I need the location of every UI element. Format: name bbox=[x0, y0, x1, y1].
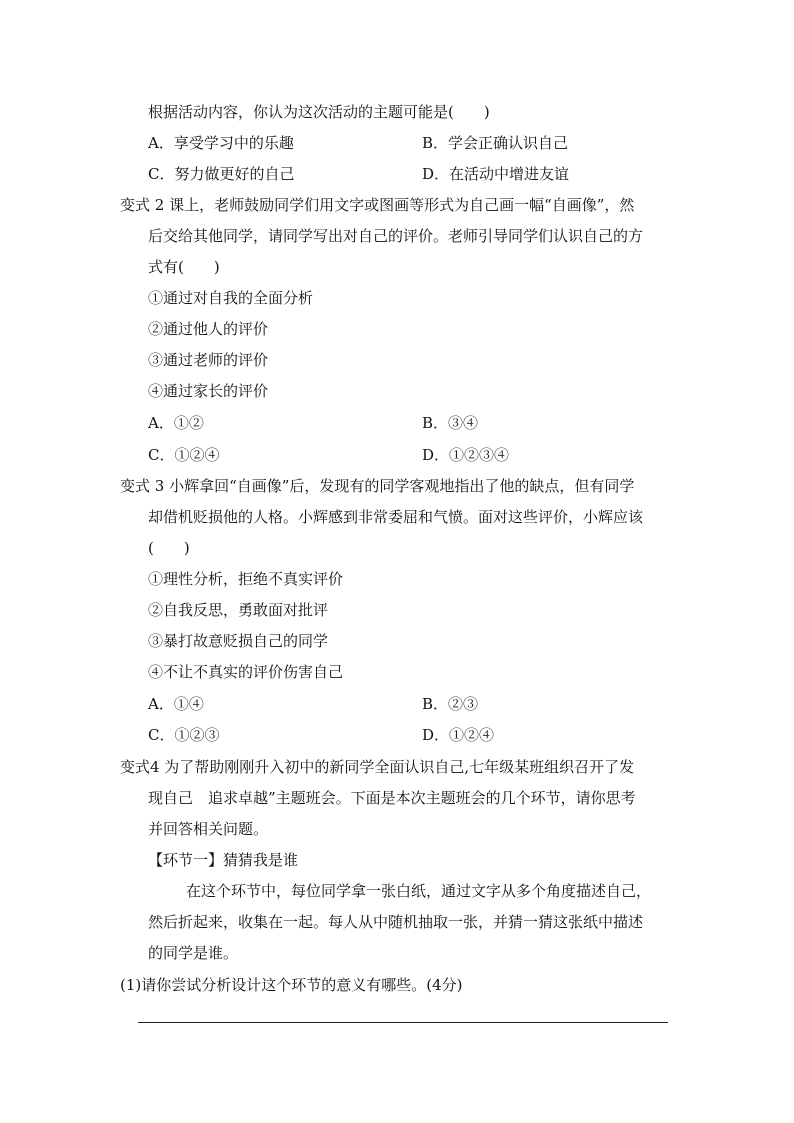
q1-option-b: B．学会正确认识自己 bbox=[422, 134, 569, 152]
q4-sub-question: (1)请你尝试分析设计这个环节的意义有哪些。(4分) bbox=[120, 976, 463, 994]
q2-option-b: B．③④ bbox=[422, 414, 479, 432]
q3-option-a: A．①④ bbox=[148, 695, 204, 713]
q1-stem: 根据活动内容，你认为这次活动的主题可能是( ) bbox=[148, 103, 490, 121]
q1-option-d: D．在活动中增进友谊 bbox=[422, 165, 570, 183]
q2-option-d: D．①②③④ bbox=[422, 446, 510, 464]
q2-stem-line-2: 后交给其他同学，请同学写出对自己的评价。老师引导同学们认识自己的方 bbox=[148, 227, 644, 245]
q3-item-4: ④不让不真实的评价伤害自己 bbox=[148, 663, 344, 681]
q4-stem-line-2: 现自己 追求卓越”主题班会。下面是本次主题班会的几个环节，请你思考 bbox=[148, 789, 636, 807]
q2-item-2: ②通过他人的评价 bbox=[148, 320, 269, 338]
q3-stem-line-3: ( ) bbox=[148, 539, 190, 557]
q3-option-d: D．①②④ bbox=[422, 726, 495, 744]
q2-option-c: C．①②④ bbox=[148, 446, 220, 464]
q4-para-line-1: 在这个环节中，每位同学拿一张白纸，通过文字从多个角度描述自己， bbox=[186, 882, 652, 900]
answer-line bbox=[138, 1022, 668, 1023]
q1-option-c: C．努力做更好的自己 bbox=[148, 165, 295, 183]
q3-item-3: ③暴打故意贬损自己的同学 bbox=[148, 632, 329, 650]
q4-stem-line-1: 变式4 为了帮助刚刚升入初中的新同学全面认识自己,七年级某班组织召开了发 bbox=[120, 758, 635, 776]
q4-para-line-3: 的同学是谁。 bbox=[148, 944, 239, 962]
q3-option-c: C．①②③ bbox=[148, 726, 220, 744]
q4-section-title: 【环节一】猜猜我是谁 bbox=[148, 851, 299, 869]
q2-item-3: ③通过老师的评价 bbox=[148, 351, 269, 369]
q2-stem-line-3: 式有( ) bbox=[148, 258, 220, 276]
q3-stem-line-2: 却借机贬损他的人格。小辉感到非常委屈和气愤。面对这些评价，小辉应该 bbox=[148, 508, 644, 526]
q3-item-1: ①理性分析，拒绝不真实评价 bbox=[148, 570, 344, 588]
q2-stem-line-1: 变式 2 课上，老师鼓励同学们用文字或图画等形式为自己画一幅“自画像”，然 bbox=[120, 196, 635, 214]
q3-option-b: B．②③ bbox=[422, 695, 479, 713]
q2-item-4: ④通过家长的评价 bbox=[148, 382, 269, 400]
q3-stem-line-1: 变式 3 小辉拿回“自画像”后，发现有的同学客观地指出了他的缺点，但有同学 bbox=[120, 477, 635, 495]
q4-para-line-2: 然后折起来，收集在一起。每人从中随机抽取一张，并猜一猜这张纸中描述 bbox=[148, 913, 644, 931]
q1-option-a: A．享受学习中的乐趣 bbox=[148, 134, 294, 152]
q3-item-2: ②自我反思，勇敢面对批评 bbox=[148, 601, 329, 619]
q2-item-1: ①通过对自我的全面分析 bbox=[148, 289, 314, 307]
q4-stem-line-3: 并回答相关问题。 bbox=[148, 820, 269, 838]
q2-option-a: A．①② bbox=[148, 414, 204, 432]
